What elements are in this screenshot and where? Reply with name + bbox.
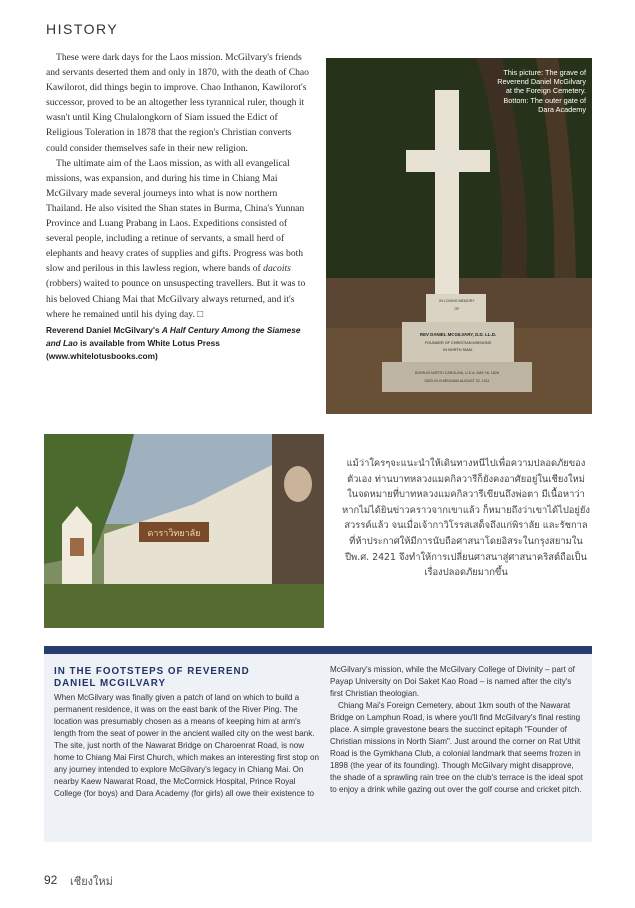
book-title: A Half Century Among the Siamese and Lao	[46, 324, 301, 348]
sidebar-box	[44, 646, 592, 842]
sidebar-title: IN THE FOOTSTEPS OF REVEREND DANIEL MCGILVARY	[54, 666, 250, 689]
photo-caption: This picture: The grave of Reverend Daniel McGilvary at the Foreign Cemetery. Bottom: The outer gate of Dara Academy	[497, 68, 586, 114]
magazine-logo: เชียงใหม่	[70, 875, 113, 888]
tablet-line: OF	[454, 307, 460, 311]
tablet-line: REV DANIEL MCGILVARY, D.D. LL.D.	[419, 332, 497, 337]
tablet-line: FOUNDER OF CHRISTIAN MISSIONS	[424, 341, 492, 345]
dara-academy-gate-photo	[44, 434, 324, 628]
tablet-line: IN NORTH SIAM.	[443, 348, 473, 352]
tablet-line: IN LOVING MEMORY	[439, 299, 475, 303]
page-number: 92	[44, 873, 58, 887]
article-paragraph: These were dark days for the Laos mission. McGilvary's friends and servants deserted them and only in 1870, with the death of Chao Kawilorot, did things begin to improve. Chao Inthanon, Kawilorot's successor, proved to be an altogether less tyrannical ruler, though it wasn't until King Chulalongkorn of Siam issued the Edict of Religious Toleration in 1878 that the region's Christian converts could consider themselves safe in their new religion.	[46, 52, 309, 154]
italic-term: dacoits	[263, 263, 291, 275]
sidebar-paragraph: Chiang Mai's Foreign Cemetery, about 1km south of the Nawarat Bridge on Lamphun Road, is where you'll find McGilvary's final resting place. A simple gravestone bears the succinct epitaph "Founder of Christian missions in North Siam". Just around the corner on Rat Uthit Road is the Gymkhana Club, a colonial landmark that seems frozen in 1898 (the year of its founding). Though McGilvary might disapprove, the shade of a sprawling rain tree on the club's terrace is the ideal spot to enjoy a drink while gazing out over the golf course and cricket pitch.	[330, 701, 584, 794]
sidebar-column	[54, 692, 320, 800]
base-line: DIED IN CHIENGMAI AUGUST 22, 1911	[424, 379, 490, 383]
grave-photo	[326, 58, 592, 414]
base-line: BORN IN NORTH CAROLINA, U.S.A. MAY 16, 1828	[415, 371, 499, 375]
gate-illustration	[44, 434, 324, 628]
sidebar-column	[330, 664, 584, 796]
thai-text: แม้ว่าใครๆจะแนะนำให้เดินทางหนีไปเพื่อความปลอดภัยของตัวเอง ท่านบาทหลวงแมคกิลวารีก็ยังคงอาศัยอยู่ในเชียงใหม่ ในจดหมายที่บาทหลวงแมคกิลวารีเขียนถึงพ่อตา มีเนื้อหาว่าหากไม่ได้ยินข่าวคราวจากเขาแล้ว ก็หมายถึงว่าเขาได้ไปอยู่ยังสวรรค์แล้ว จนเมื่อเจ้ากาวิโรรสเสด็จถึงแก่พิราลัย และรัชกาลที่ห้าประกาศให้มีการนับถือศาสนาโดยอิสระในกรุงสยามในปีพ.ศ. 2421 จึงทำให้การเปลี่ยนศาสนาสู่ศาสนาคริสต์ถือเป็นเรื่องปลอดภัยมากขึ้น	[342, 458, 590, 579]
section-label: HISTORY	[46, 21, 119, 37]
book-credit: Reverend Daniel McGilvary's A Half Century Among the Siamese and Lao is available from White Lotus Press (www.whitelotusbooks.com)	[46, 324, 301, 361]
sidebar-paragraph: When McGilvary was finally given a patch of land on which to build a permanent residence, it was on the east bank of the River Ping. The location was presumably chosen as a means of keeping him at arm's length from the seat of power in the ancient walled city on the west bank. The site, just north of the Nawarat Bridge on Charoenrat Road, is now home to Chiang Mai First Church, which makes an interesting first stop on any journey intended to explore McGilvary's legacy in Chiang Mai. On nearby Kaew Nawarat Road, the McCormick Hospital, Prince Royal College (for boys) and Dara Academy (for girls) all owe their existence to	[54, 693, 319, 798]
thai-summary	[330, 434, 592, 628]
article-paragraph: The ultimate aim of the Laos mission, as with all evangelical missions, was expansion, and during his time in Chiang Mai McGilvary made several journeys into what is now northern Thailand. He also visited the Shan states in Burma, China's Yunnan Province and Luang Prabang in Laos. Expeditions consisted of several people, including a retinue of servants, a small herd of elephants and heavy crates of supplies and gifts. Progress was both slow and perilous in this lawless region, where bands of dacoits (robbers) waited to pounce on unsuspecting travellers. But it was to his beloved Chiang Mai that McGilvary always returned, and it's where he remained until his dying day. □	[46, 157, 306, 320]
article-body	[46, 50, 314, 363]
gate-banner-text: ดาราวิทยาลัย	[147, 529, 201, 539]
sidebar-paragraph: McGilvary's mission, while the McGilvary College of Divinity – part of Payap University on Doi Saket Kao Road – is named after the city's first Christian theologian.	[330, 665, 575, 698]
